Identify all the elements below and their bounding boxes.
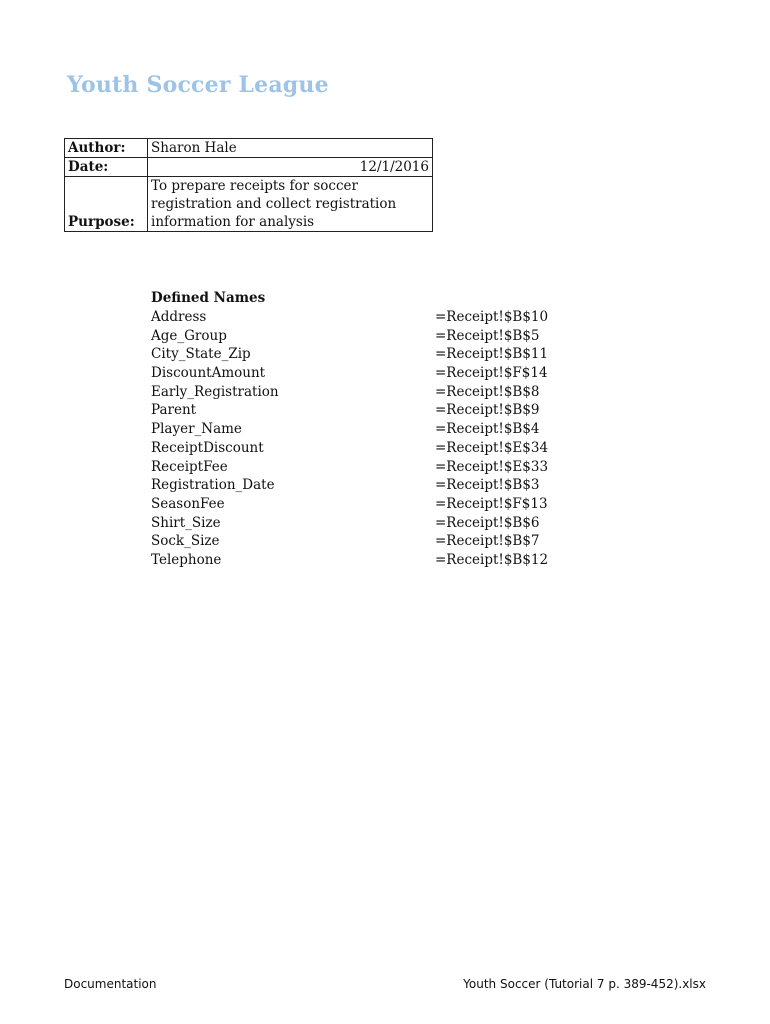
date-value: 12/1/2016: [148, 158, 433, 177]
author-value: Sharon Hale: [148, 139, 433, 158]
defined-name: Age_Group: [151, 327, 227, 344]
defined-name-row: [151, 532, 551, 551]
defined-name-row: [151, 308, 551, 327]
purpose-label: Purpose:: [65, 177, 148, 232]
page-title: Youth Soccer League: [67, 72, 329, 98]
defined-name-row: [151, 383, 551, 402]
defined-name-reference: =Receipt!$E$33: [435, 458, 549, 475]
defined-name-reference: =Receipt!$B$11: [435, 346, 549, 363]
defined-name-reference: =Receipt!$B$5: [435, 327, 540, 344]
defined-name: City_State_Zip: [151, 346, 251, 363]
defined-name-row: [151, 458, 551, 477]
defined-name-reference: =Receipt!$E$34: [435, 439, 549, 456]
defined-names-list: [151, 289, 551, 570]
document-info-table: [64, 138, 433, 232]
defined-name-reference: =Receipt!$B$7: [435, 533, 540, 550]
defined-name: Sock_Size: [151, 533, 220, 550]
date-row: [65, 158, 433, 177]
defined-name-row: [151, 514, 551, 533]
defined-name-reference: =Receipt!$B$9: [435, 402, 540, 419]
footer-file-name: Youth Soccer (Tutorial 7 p. 389-452).xlsx: [463, 977, 706, 991]
defined-name-reference: =Receipt!$B$8: [435, 383, 540, 400]
defined-name: Player_Name: [151, 421, 242, 438]
purpose-row: [65, 177, 433, 232]
author-label: Author:: [65, 139, 148, 158]
defined-name: Parent: [151, 402, 197, 419]
author-row: [65, 139, 433, 158]
date-label: Date:: [65, 158, 148, 177]
defined-name: Early_Registration: [151, 383, 279, 400]
defined-name: Registration_Date: [151, 477, 275, 494]
defined-name-reference: =Receipt!$F$13: [435, 495, 548, 512]
defined-name-reference: =Receipt!$B$12: [435, 551, 549, 568]
defined-name-row: [151, 401, 551, 420]
defined-name: Telephone: [151, 551, 222, 568]
defined-names-heading: Defined Names: [151, 290, 266, 306]
defined-name-row: [151, 551, 551, 570]
defined-name-reference: =Receipt!$F$14: [435, 365, 548, 382]
defined-name-row: [151, 439, 551, 458]
defined-name: Address: [151, 309, 207, 325]
defined-name: DiscountAmount: [151, 365, 266, 382]
defined-name-reference: =Receipt!$B$6: [435, 514, 540, 531]
defined-name-row: [151, 495, 551, 514]
defined-name-row: [151, 345, 551, 364]
defined-name-row: [151, 476, 551, 495]
defined-name-reference: =Receipt!$B$3: [435, 477, 540, 494]
purpose-value: To prepare receipts for soccer registration and collect registration information for analysis: [148, 177, 433, 232]
defined-name: ReceiptDiscount: [151, 439, 264, 456]
defined-name-reference: =Receipt!$B$4: [435, 421, 540, 438]
defined-name-row: [151, 364, 551, 383]
defined-name: Shirt_Size: [151, 514, 221, 531]
footer-sheet-name: Documentation: [64, 977, 157, 991]
defined-name-row: [151, 327, 551, 346]
defined-name: ReceiptFee: [151, 458, 228, 475]
defined-name-row: [151, 420, 551, 439]
defined-name: SeasonFee: [151, 495, 225, 512]
defined-name-reference: =Receipt!$B$10: [435, 309, 549, 325]
